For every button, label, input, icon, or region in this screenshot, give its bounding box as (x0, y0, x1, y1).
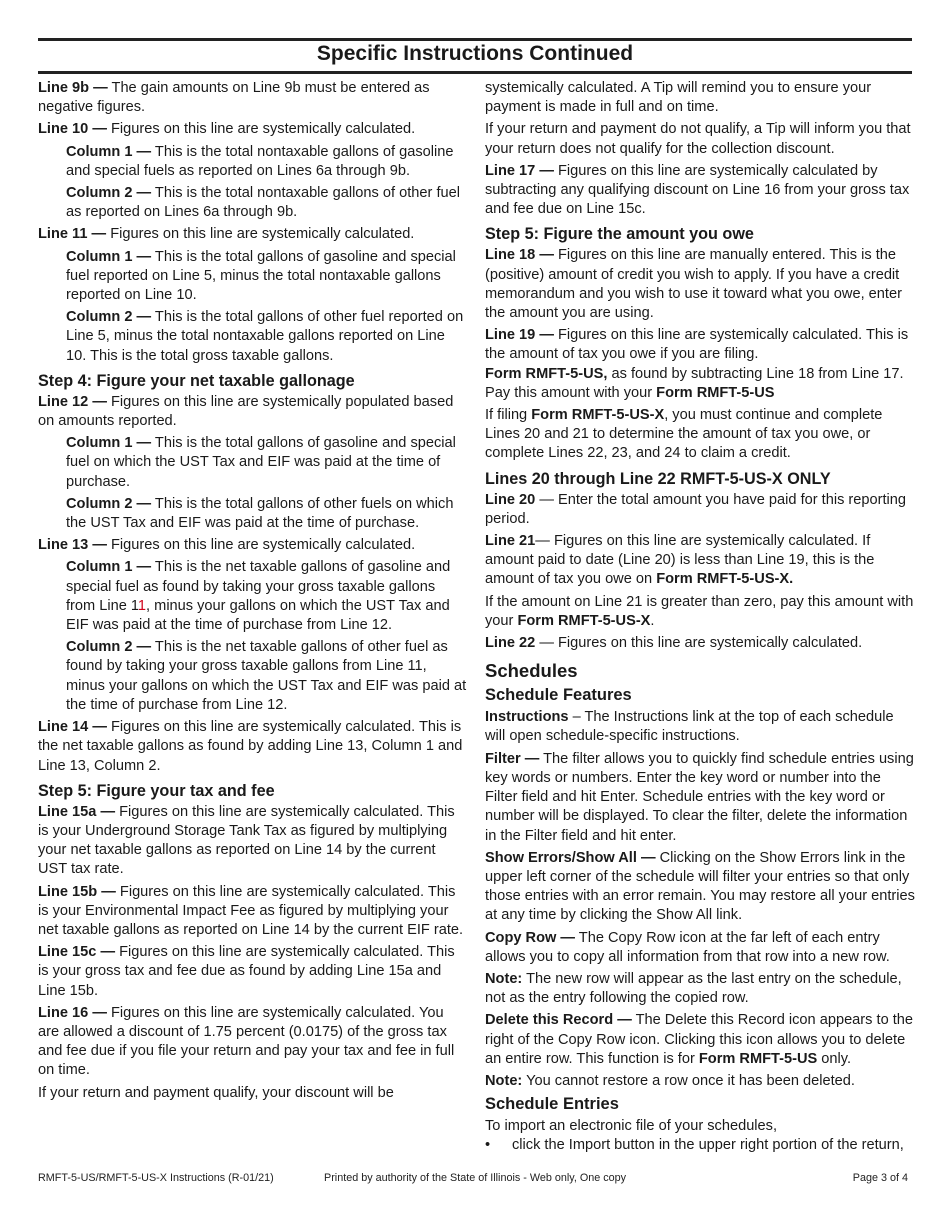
line-21: Line 21— Figures on this line are systemically calculated. If amount paid to date (Line 20) is less than Line 19, this is the amount of tax you owe on Form RMFT-5-US-X. (485, 533, 875, 588)
greater-than-zero-text: If the amount on Line 21 is greater than zero, pay this amount with your Form RMFT-5-US-X. (485, 593, 914, 629)
copy-row-feature: Copy Row — The Copy Row icon at the far left of each entry allows you to copy all information from that row into a new row. (485, 929, 890, 965)
line-13: Line 13 — Figures on this line are systemically calculated. (38, 537, 416, 554)
form-5-us-x-text: If filing Form RMFT-5-US-X, you must continue and complete Lines 20 and 21 to determine the amount of tax you owe, or complete Lines 22, 23, and 24 to claim a credit. (485, 407, 883, 462)
line-19: Line 19 — Figures on this line are systemically calculated. This is the amount of tax you owe if you are filing. (485, 327, 909, 363)
line-17: Line 17 — Figures on this line are systemically calculated by subtracting any qualifying discount on Line 16 from your gross tax and fee due on Line 15c. (485, 162, 910, 218)
line-13-column-1: Column 1 — This is the net taxable gallons of gasoline and special fuel as found by taking your gross taxable gallons from Line 11, minus your gallons on which the UST Tax and EIF was paid at the time of purchase from Line 12. (66, 559, 451, 634)
bullet-icon: • (485, 1137, 491, 1154)
line-13-column-2: Column 2 — This is the net taxable gallons of other fuel as found by taking your gross taxable gallons from Line 11, minus your gallons on which the UST Tax and EIF was paid at the time of purchase from Line 12. (66, 639, 467, 713)
line-20: Line 20 — Enter the total amount you have paid for this reporting period. (485, 491, 907, 527)
highlighted-digit: 1 (137, 597, 147, 614)
instructions-feature: Instructions – The Instructions link at the top of each schedule will open schedule-specific instructions. (485, 709, 894, 745)
discount-continued-text: systemically calculated. A Tip will remind you to ensure your payment is made in full and on time. (485, 80, 872, 116)
form-5-us-text: Form RMFT-5-US, as found by subtracting Line 18 from Line 17. Pay this amount with your Form RMFT-5-US (485, 365, 904, 401)
copy-row-note: Note: The new row will appear as the last entry on the schedule, not as the entry following the copied row. (485, 970, 902, 1007)
line-18: Line 18 — Figures on this line are manually entered. This is the (positive) amount of credit you wish to apply. If you have a credit memorandum and you wish to use it toward what you owe, enter the amount you are using. (485, 247, 902, 322)
top-rule (38, 38, 912, 41)
line-15a: Line 15a — Figures on this line are systemically calculated. This is your Underground Storage Tank Tax as figured by multiplying your net taxable gallons as reported on Line 14 by the current UST tax rate. (38, 803, 455, 878)
right-column (485, 79, 915, 1156)
line-12-column-2: Column 2 — This is the total gallons of other fuels on which the UST Tax and EIF was paid at the time of purchase. (66, 495, 454, 532)
delete-record-note: Note: You cannot restore a row once it has been deleted. (485, 1072, 855, 1089)
list-item: • click the Import button in the upper right portion of the return, (485, 1136, 915, 1155)
schedule-features-heading: Schedule Features (485, 686, 632, 705)
step-5-owe-heading: Step 5: Figure the amount you owe (485, 225, 754, 244)
schedule-entries-heading: Schedule Entries (485, 1095, 619, 1114)
line-16: Line 16 — Figures on this line are systemically calculated. You are allowed a discount of 1.75 percent (0.0175) of the gross tax and fee due if you file your return and pay your tax and fee in full on time. (38, 1004, 455, 1079)
step-4-heading: Step 4: Figure your net taxable gallonage (38, 371, 355, 390)
schedules-heading: Schedules (485, 660, 578, 682)
line-9b: Line 9b — The gain amounts on Line 9b must be entered as negative figures. (38, 80, 430, 116)
footer-form-id: RMFT-5-US/RMFT-5-US-X Instructions (R-01/21) (38, 1172, 274, 1184)
page-title: Specific Instructions Continued (316, 42, 634, 65)
line-11-column-1: Column 1 — This is the total gallons of gasoline and special fuel reported on Line 5, minus the total nontaxable gallons reported on Line 10. (66, 248, 456, 304)
line-10-column-1: Column 1 — This is the total nontaxable gallons of gasoline and special fuels as reported on Lines 6a through 9b. (66, 143, 454, 179)
line-15c: Line 15c — Figures on this line are systemically calculated. This is your gross tax and fee due as found by adding Line 15a and Line 15b. (38, 944, 455, 999)
line-10-column-2: Column 2 — This is the total nontaxable gallons of other fuel as reported on Lines 6a through 9b. (66, 185, 460, 221)
filter-feature: Filter — The filter allows you to quickly find schedule entries using key words or numbers. Enter the key word or number into the Filter field and hit Enter. Schedule entries with the key word or number will be displayed. To clear the filter, delete the information in the Filter field and hit enter. (485, 750, 914, 844)
left-column (38, 79, 468, 1106)
line-12-column-1: Column 1 — This is the total gallons of gasoline and special fuel on which the UST Tax and EIF was paid at the time of purchase. (66, 435, 456, 490)
line-11: Line 11 — Figures on this line are systemically calculated. (38, 226, 415, 243)
import-intro: To import an electronic file of your schedules, (485, 1118, 778, 1135)
not-qualify-text: If your return and payment do not qualify, a Tip will inform you that your return does not qualify for the collection discount. (485, 121, 911, 157)
line-22: Line 22 — Figures on this line are systemically calculated. (485, 635, 863, 652)
footer-printed-by: Printed by authority of the State of Illinois - Web only, One copy (324, 1172, 627, 1184)
line-15b: Line 15b — Figures on this line are systemically calculated. This is your Environmental Impact Fee as figured by multiplying your net taxable gallons as reported on Line 14 by the current EIF rate. (38, 883, 464, 938)
step-5-tax-heading: Step 5: Figure your tax and fee (38, 781, 275, 800)
line-10: Line 10 — Figures on this line are systemically calculated. (38, 121, 416, 138)
lines-20-22-heading: Lines 20 through Line 22 RMFT-5-US-X ONLY (485, 469, 831, 488)
discount-qualify-text: If your return and payment qualify, your discount will be (38, 1084, 394, 1101)
line-12: Line 12 — Figures on this line are systemically populated based on amounts reported. (38, 393, 454, 430)
line-11-column-2: Column 2 — This is the total gallons of other fuel reported on Line 5, minus the total nontaxable gallons reported on Line 10. This is the total gross taxable gallons. (66, 309, 464, 364)
title-rule (38, 71, 912, 74)
delete-record-feature: Delete this Record — The Delete this Record icon appears to the right of the Copy Row icon. Clicking this icon allows you to delete an entire row. This function is for Form RMFT-5-US only. (485, 1012, 914, 1067)
line-14: Line 14 — Figures on this line are systemically calculated. This is the net taxable gallons as found by adding Line 13, Column 1 and Line 13, Column 2. (38, 719, 463, 774)
show-errors-feature: Show Errors/Show All — Clicking on the Show Errors link in the upper left corner of the schedule will filter your entries so that only those entries with an error remain. You may restore all your entries at any time by clicking the Show All link. (485, 849, 915, 924)
footer-page-number: Page 3 of 4 (852, 1172, 908, 1184)
